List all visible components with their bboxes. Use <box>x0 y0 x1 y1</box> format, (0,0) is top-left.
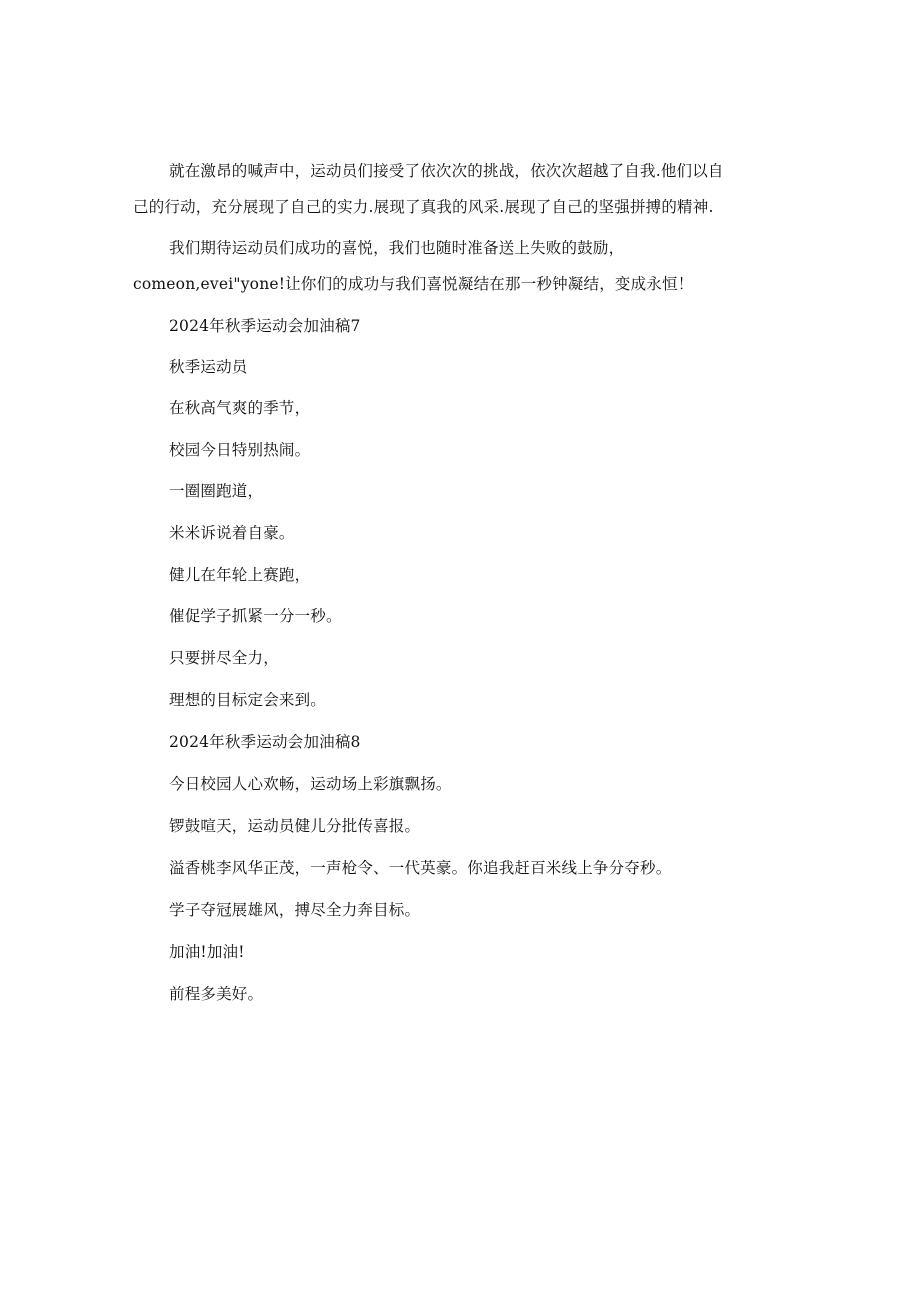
section-7-heading: 2024年秋季运动会加油稿7 <box>169 317 361 335</box>
section-7-poem-title: 秋季运动员 <box>169 358 248 376</box>
section-7-line: 米米诉说着自豪。 <box>169 524 295 542</box>
section-7-line: 一圈圈跑道， <box>169 482 264 500</box>
paragraph-1-line-2: 己的行动，充分展现了自己的实力.展现了真我的风采.展现了自己的坚强拼搏的精神. <box>133 198 714 216</box>
section-7-line: 催促学子抓紧一分一秒。 <box>169 607 342 625</box>
paragraph-1-line-1: 就在激昂的喊声中，运动员们接受了依次次的挑战，依次次超越了自我.他们以自 <box>169 162 724 180</box>
section-7-line: 理想的目标定会来到。 <box>169 691 327 709</box>
section-7-line: 只要拼尽全力， <box>169 649 279 667</box>
section-8-line: 学子夺冠展雄风，搏尽全力奔目标。 <box>169 901 421 919</box>
section-8-line: 溢香桃李风华正茂，一声枪令、一代英豪。你追我赶百米线上争分夺秒。 <box>169 859 672 877</box>
paragraph-2-line-1: 我们期待运动员们成功的喜悦，我们也随时准备送上失败的鼓励， <box>169 239 625 257</box>
section-8-line: 锣鼓喧天，运动员健儿分批传喜报。 <box>169 817 421 835</box>
section-8-line: 今日校园人心欢畅，运动场上彩旗飘扬。 <box>169 775 452 793</box>
section-7-line: 健儿在年轮上赛跑， <box>169 566 311 584</box>
paragraph-2-line-2: comeon,evei"yone!让你们的成功与我们喜悦凝结在那一秒钟凝结，变成永恒！ <box>133 275 694 293</box>
section-8-heading: 2024年秋季运动会加油稿8 <box>169 733 361 751</box>
section-8-line: 前程多美好。 <box>169 985 264 1003</box>
section-8-line: 加油!加油! <box>169 943 245 961</box>
section-7-line: 校园今日特别热闹。 <box>169 441 311 459</box>
section-7-line: 在秋高气爽的季节， <box>169 399 311 417</box>
